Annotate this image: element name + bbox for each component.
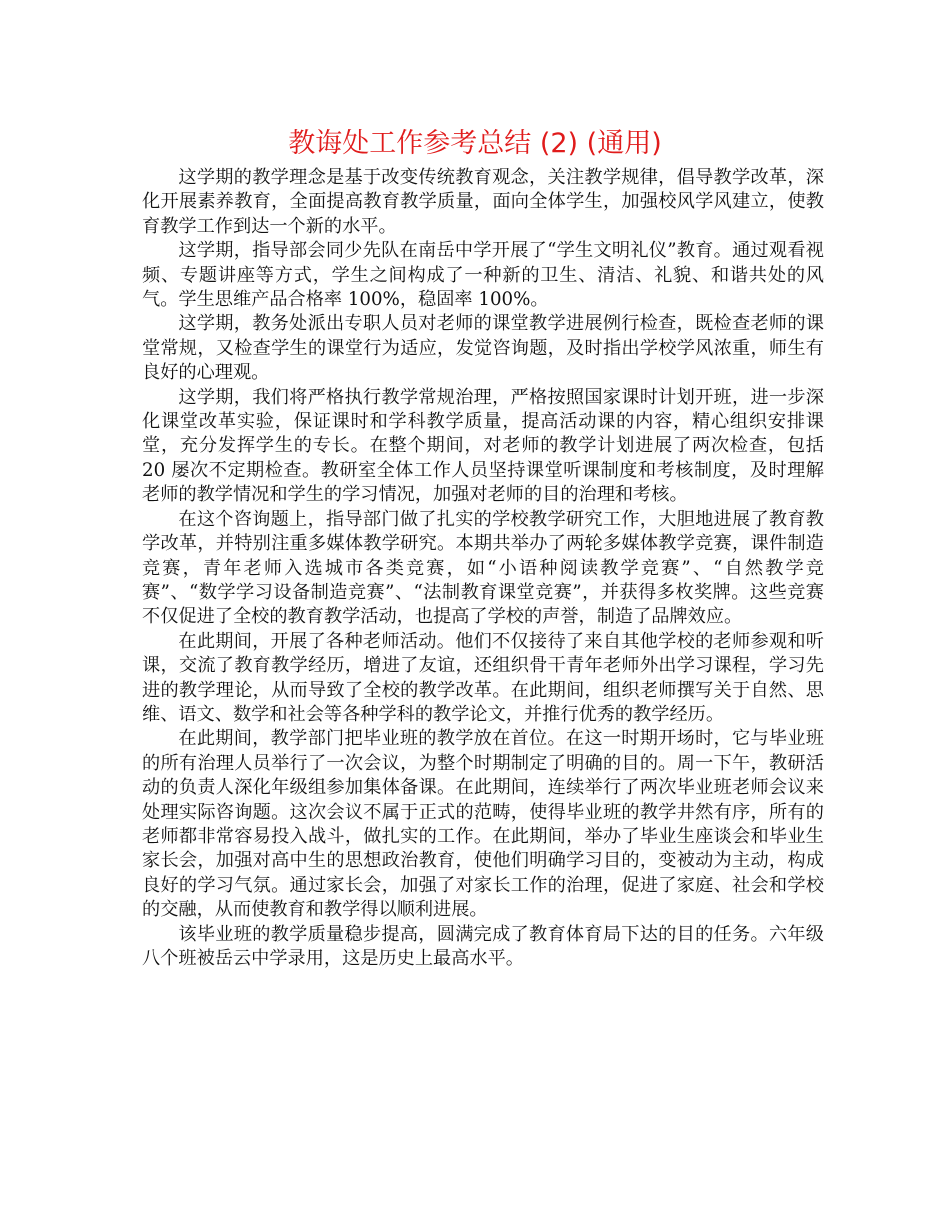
paragraph: 这学期，我们将严格执行教学常规治理，严格按照国家课时计划开班，进一步深化课堂改革实验，保证课时和学科教学质量，提高活动课的内容，精心组织安排课堂，充分发挥学生的专长。在整个期间，对老师的教学计划进展了两次检查，包括 20 屡次不定期检查。教研室全体工作人员坚持课堂听课制度和考核制度，及时理解老师的教学情况和学生的学习情况，加强对老师的目的治理和考核。 xyxy=(142,386,824,506)
document-body xyxy=(142,166,824,971)
paragraph: 该毕业班的教学质量稳步提高，圆满完成了教育体育局下达的目的任务。六年级八个班被岳云中学录用，这是历史上最高水平。 xyxy=(142,923,824,969)
paragraph: 在此期间，开展了各种老师活动。他们不仅接待了来自其他学校的老师参观和听课，交流了教育教学经历，增进了友谊，还组织骨干青年老师外出学习课程，学习先进的教学理论，从而导致了全校的教学改革。在此期间，组织老师撰写关于自然、思维、语文、数学和社会等各种学科的教学论文，并推行优秀的教学经历。 xyxy=(142,630,824,725)
paragraph: 这学期，教务处派出专职人员对老师的课堂教学进展例行检查，既检查老师的课堂常规，又检查学生的课堂行为适应，发觉咨询题，及时指出学校学风浓重，师生有良好的心理观。 xyxy=(142,313,824,384)
paragraph: 这学期，指导部会同少先队在南岳中学开展了“学生文明礼仪”教育。通过观看视频、专题讲座等方式，学生之间构成了一种新的卫生、清洁、礼貌、和谐共处的风气。学生思维产品合格率 100%，稳固率 100%。 xyxy=(142,240,824,311)
document-title: 教诲处工作参考总结 (2) (通用) xyxy=(288,128,662,159)
paragraph: 在此期间，教学部门把毕业班的教学放在首位。在这一时期开场时，它与毕业班的所有治理人员举行了一次会议，为整个时期制定了明确的目的。周一下午，教研活动的负责人深化年级组参加集体备课。在此期间，连续举行了两次毕业班老师会议来处理实际咨询题。这次会议不属于正式的范畴，使得毕业班的教学井然有序，所有的老师都非常容易投入战斗，做扎实的工作。在此期间，举办了毕业生座谈会和毕业生家长会，加强对高中生的思想政治教育，使他们明确学习目的，变被动为主动，构成良好的学习气氛。通过家长会，加强了对家长工作的治理，促进了家庭、社会和学校的交融，从而使教育和教学得以顺利进展。 xyxy=(142,728,824,921)
paragraph: 这学期的教学理念是基于改变传统教育观念，关注教学规律，倡导教学改革，深化开展素养教育，全面提高教育教学质量，面向全体学生，加强校风学风建立，使教育教学工作到达一个新的水平。 xyxy=(142,167,824,237)
paragraph: 在这个咨询题上，指导部门做了扎实的学校教学研究工作，大胆地进展了教育教学改革，并特别注重多媒体教学研究。本期共举办了两轮多媒体教学竞赛，课件制造竞赛，青年老师入选城市各类竞赛，如“小语种阅读教学竞赛”、“自然教学竞赛”、“数学学习设备制造竞赛”、“法制教育课堂竞赛”，并获得多枚奖牌。这些竞赛不仅促进了全校的教育教学活动，也提高了学校的声誉，制造了品牌效应。 xyxy=(142,508,824,628)
